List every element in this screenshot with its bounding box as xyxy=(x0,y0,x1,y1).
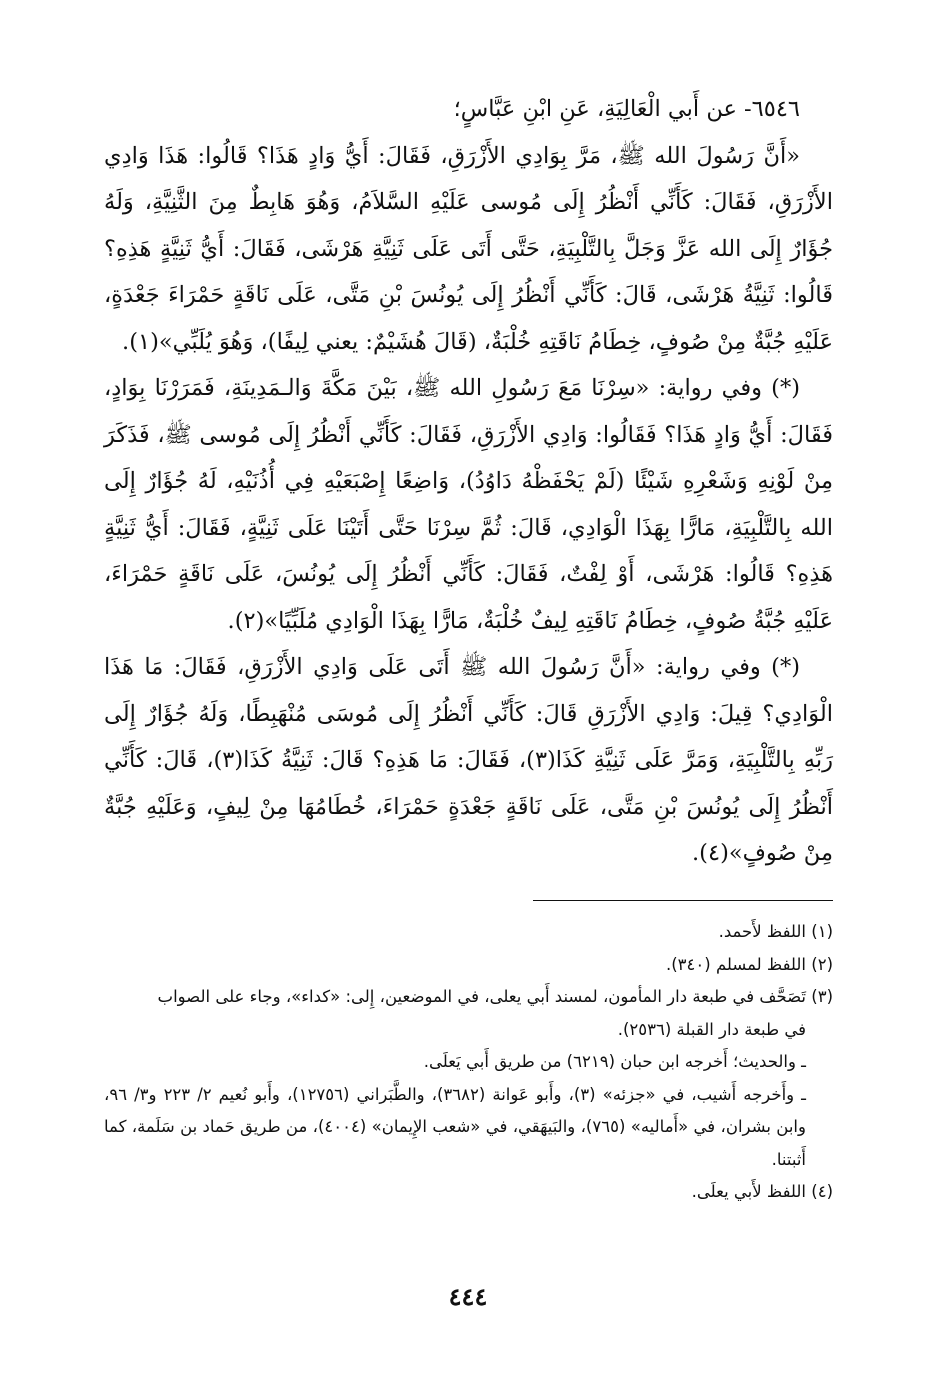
page-number: ٤٤٤ xyxy=(448,1282,488,1311)
riwaya-paragraph: (*) وفي رواية: «سِرْنَا مَعَ رَسُولِ الله ﷺ، بَيْنَ مَكَّةَ وَالـمَدِينَةِ، فَمَرَرْنَا بِوَادٍ، فَقَالَ: أَيُّ وَادٍ هَذَا؟ فَقَالُوا: وَادِي الأَزْرَقِ، فَقَالَ: كَأَنِّي أَنْظُرُ إِلَى مُوسى ﷺ، فَذَكَرَ مِنْ لَوْنِهِ وَشَعْرِهِ شَيْئًا (لَمْ يَحْفَظْهُ دَاوُدُ)، وَاضِعًا إِصْبَعَيْهِ فِي أُذُنَيْهِ، لَهُ جُؤَارٌ إِلَى الله بِالتَّلْبِيَةِ، مَارًّا بِهَذَا الْوَادِي، قَالَ: ثُمَّ سِرْنَا حَتَّى أَتَيْنَا عَلَى ثَنِيَّةٍ، فَقَالَ: أَيُّ ثَنِيَّةٍ هَذِهِ؟ قَالُوا: هَرْشَى، أَوْ لِفْتٌ، فَقَالَ: كَأَنِّي أَنْظُرُ إِلَى يُونُسَ، عَلَى نَاقَةٍ حَمْرَاءَ، عَلَيْهِ جُبَّةُ صُوفٍ، خِطَامُ نَاقَتِهِ لِيفٌ خُلْبَةٌ، مَارًّا بِهَذَا الْوَادِي مُلَبِّيًا»(٢). xyxy=(104,375,833,634)
footnote-2: (٢) اللفظ لمسلم (٣٤٠). xyxy=(665,954,833,974)
footnote-3-takhrij: ـ وأَخرجه أَشيب، في «جزئه» (٣)، وأَبو عَوانة (٣٦٨٢)، والطَّبَراني (١٢٧٥٦)، وأَبو نُعيم ٢/ ٢٢٣ و٣/ ٩٦، وابن بشران، في «أَماليه» (٧٦٥)، والبَيهَقي، في «شعب الإِيمان» (٤٠٠٤)، من طريق حَماد بن سَلَمة، كما أَثبتنا. xyxy=(104,1084,806,1169)
footnote-1: (١) اللفظ لأَحمد. xyxy=(718,922,833,941)
hadith-text: «أَنَّ رَسُولَ الله ﷺ، مَرَّ بِوَادِي الأَزْرَقِ، فَقَالَ: أَيُّ وَادٍ هَذَا؟ قَالُوا: هَذَا وَادِي الأَزْرَقِ، فَقَالَ: كَأَنِّي أَنْظُرُ إِلَى مُوسى عَلَيْهِ السَّلاَمُ، وَهُوَ هَابِطٌ مِنَ الثَّنِيَّةِ، وَلَهُ جُؤَارٌ إِلَى الله عَزَّ وَجَلَّ بِالتَّلْبِيَةِ، حَتَّى أَتَى عَلَى ثَنِيَّةِ هَرْشَى، فَقَالَ: أَيُّ ثَنِيَّةٍ هَذِهِ؟ قَالُوا: ثَنِيَّةُ هَرْشَى، قَالَ: كَأَنِّي أَنْظُرُ إِلَى يُونُسَ بْنِ مَتَّى، عَلَى نَاقَةٍ حَمْرَاءَ جَعْدَةٍ، عَلَيْهِ جُبَّةٌ مِنْ صُوفٍ، خِطَامُ نَاقَتِهِ خُلْبَةٌ، (قَالَ هُشَيْمٌ: يعني لِيفًا)، وَهُوَ يُلَبِّي»(١). xyxy=(104,142,833,355)
hadith-header: ٦٥٤٦- عن أَبي الْعَالِيَةِ، عَنِ ابْنِ عَبَّاسٍ؛ xyxy=(453,96,800,122)
footnote-3: (٣) تَصَحَّف في طبعة دار المأمون، لمسند أَبي يعلى، في الموضعين، إِلى: «كداء»، وجاء على الصواب xyxy=(157,987,833,1006)
footnote-divider xyxy=(533,900,833,901)
footnote-4: (٤) اللفظ لأَبي يعلَى. xyxy=(691,1182,833,1201)
main-text xyxy=(104,86,833,877)
riwaya-paragraph: (*) وفي رواية: «أَنَّ رَسُولَ الله ﷺ أَتَى عَلَى وَادِي الأَزْرَقِ، فَقَالَ: مَا هَذَا الْوَادِي؟ قِيلَ: وَادِي الأَزْرَقِ قَالَ: كَأَنِّي أَنْظُرُ إِلَى مُوسَى مُنْهَبِطًا، وَلَهُ جُؤَارٌ إِلَى رَبِّهِ بِالتَّلْبِيَةِ، وَمَرَّ عَلَى ثَنِيَّةِ كَذَا(٣)، فَقَالَ: مَا هَذِهِ؟ قَالَ: ثَنِيَّةُ كَذَا(٣)، قَالَ: كَأَنِّي أَنْظُرُ إِلَى يُونُسَ بْنِ مَتَّى، عَلَى نَاقَةٍ جَعْدَةٍ حَمْرَاءَ، خُطَامُهَا مِنْ لِيفٍ، وَعَلَيْهِ جُبَّةٌ مِنْ صُوفٍ»(٤). xyxy=(104,654,834,866)
footnote-3-hadith: ـ والحديث؛ أَخرجه ابن حبان (٦٢١٩) من طريق أَبي يَعلَى. xyxy=(423,1052,806,1071)
footnotes xyxy=(104,916,833,1209)
footnote-3-continued: في طبعة دار القبلة (٢٥٣٦). xyxy=(617,1019,806,1039)
